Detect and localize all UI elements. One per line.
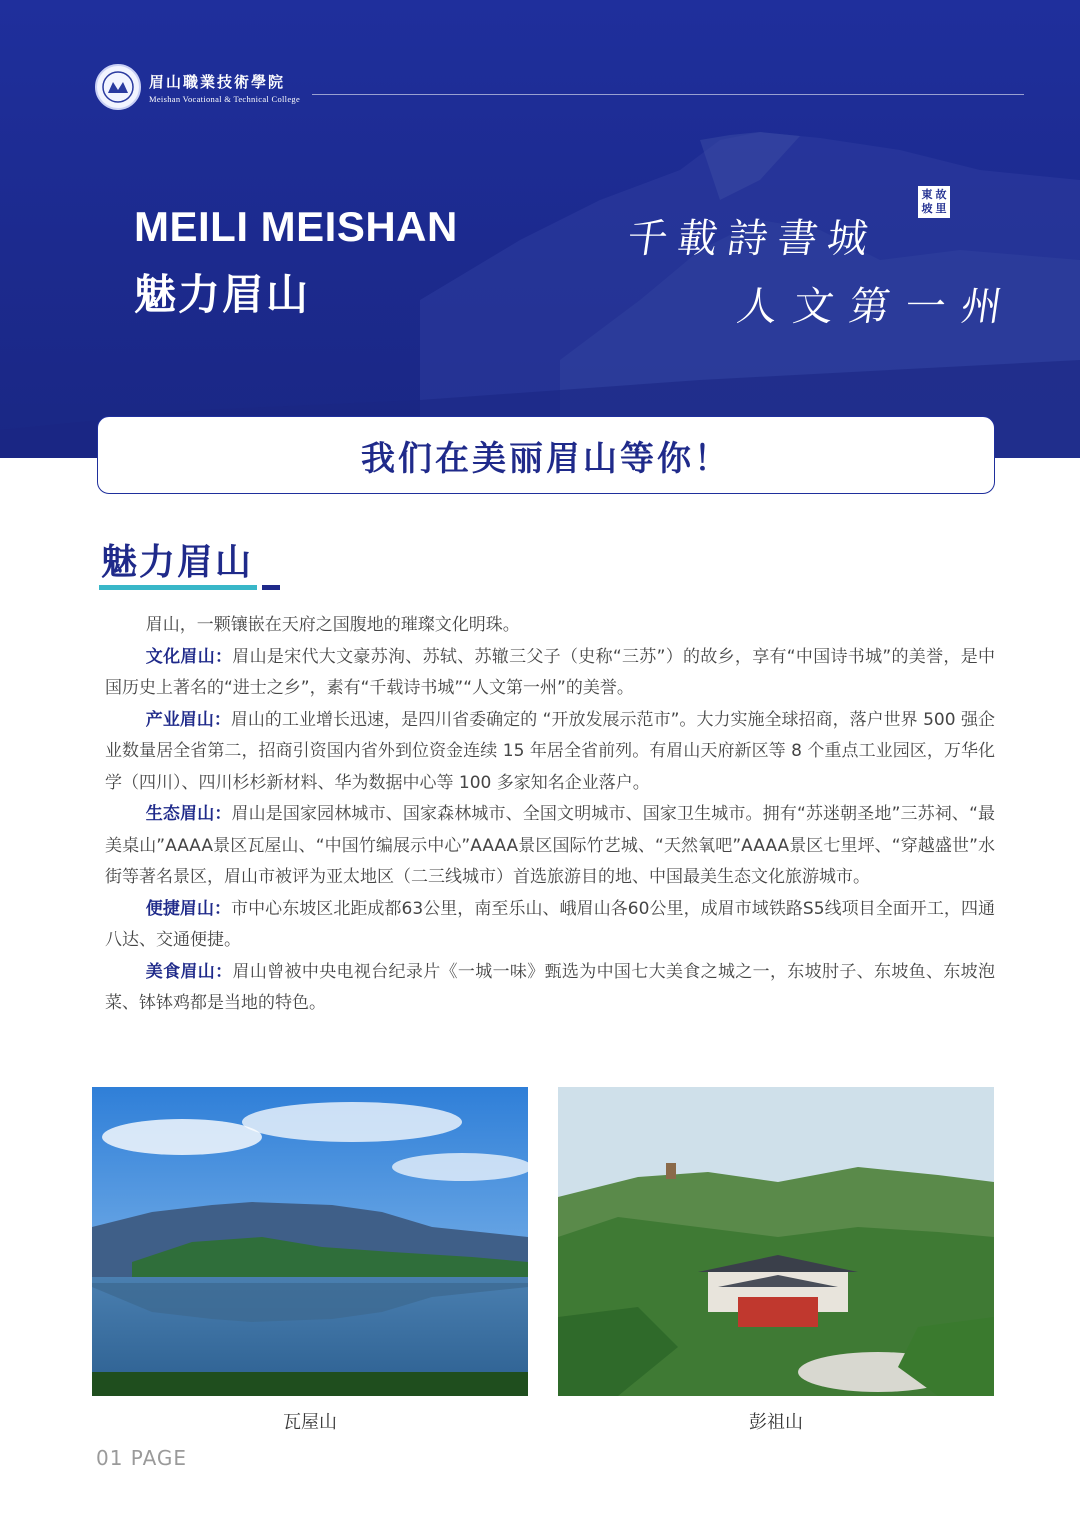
photo-caption-wawu: 瓦屋山 [283, 1412, 337, 1433]
photo-caption-pengzu: 彭祖山 [749, 1412, 803, 1433]
paragraph-culture: 文化眉山：眉山是宋代大文豪苏洵、苏轼、苏辙三父子（史称“三苏”）的故乡，享有“中国诗书城”的美誉，是中国历史上著名的“进士之乡”，素有“千载诗书城”“人文第一州”的美誉。 [105, 646, 995, 698]
college-emblem-icon [95, 64, 141, 110]
college-name-cn: 眉山職業技術學院 [149, 72, 286, 91]
paragraph-transport: 便捷眉山：市中心东坡区北距成都63公里，南至乐山、峨眉山各60公里，成眉市域铁路S5线项目全面开工，四通八达、交通便捷。 [105, 898, 996, 950]
header-divider [312, 94, 1024, 95]
seal-stamp: 東 故 坡 里 [918, 186, 950, 218]
poem-line-1: 千載詩書城 [624, 216, 881, 262]
welcome-banner [97, 416, 995, 494]
section-title: 魅力眉山 [101, 542, 254, 583]
college-logo [95, 64, 300, 110]
intro-body [105, 610, 995, 1020]
photo-pengzu-mountain [558, 1087, 994, 1396]
hero-title-en: MEILI MEISHAN [134, 203, 458, 250]
welcome-banner-text: 我们在美丽眉山等你！ [361, 438, 731, 479]
paragraph-food: 美食眉山：眉山曾被中央电视台纪录片《一城一味》甄选为中国七大美食之城之一，东坡肘子、东坡鱼、东坡泡菜、钵钵鸡都是当地的特色。 [105, 961, 996, 1013]
page-number: 01 PAGE [96, 1446, 188, 1470]
hero-header [0, 0, 1080, 458]
photo-wawu-mountain [92, 1087, 528, 1396]
hero-title-cn: 魅力眉山 [134, 270, 311, 319]
section-underline-accent [262, 585, 280, 590]
paragraph-industry: 产业眉山：眉山的工业增长迅速，是四川省委确定的 “开放发展示范市”。大力实施全球招商，落户世界 500 强企业数量居全省第二，招商引资国内省外到位资金连续 15 年居全省前列。有眉山天府新区等 8 个重点工业园区，万华化学（四川）、四川杉杉新材料、华为数据中心等 100 多家知名企业落户。 [105, 709, 995, 793]
section-underline [99, 585, 257, 590]
poem-line-2: 人文第一州 [734, 284, 1021, 330]
paragraph-intro: 眉山，一颗镶嵌在天府之国腹地的璀璨文化明珠。 [145, 615, 520, 635]
paragraph-ecology: 生态眉山：眉山是国家园林城市、国家森林城市、全国文明城市、国家卫生城市。拥有“苏迷朝圣地”三苏祠、“最美桌山”AAAA景区瓦屋山、“中国竹编展示中心”AAAA景区国际竹艺城、“天然氧吧”AAAA景区七里坪、“穿越盛世”水街等著名景区，眉山市被评为亚太地区（二三线城市）首选旅游目的地、中国最美生态文化旅游城市。 [105, 804, 996, 887]
college-name-en: Meishan Vocational & Technical College [149, 93, 301, 104]
